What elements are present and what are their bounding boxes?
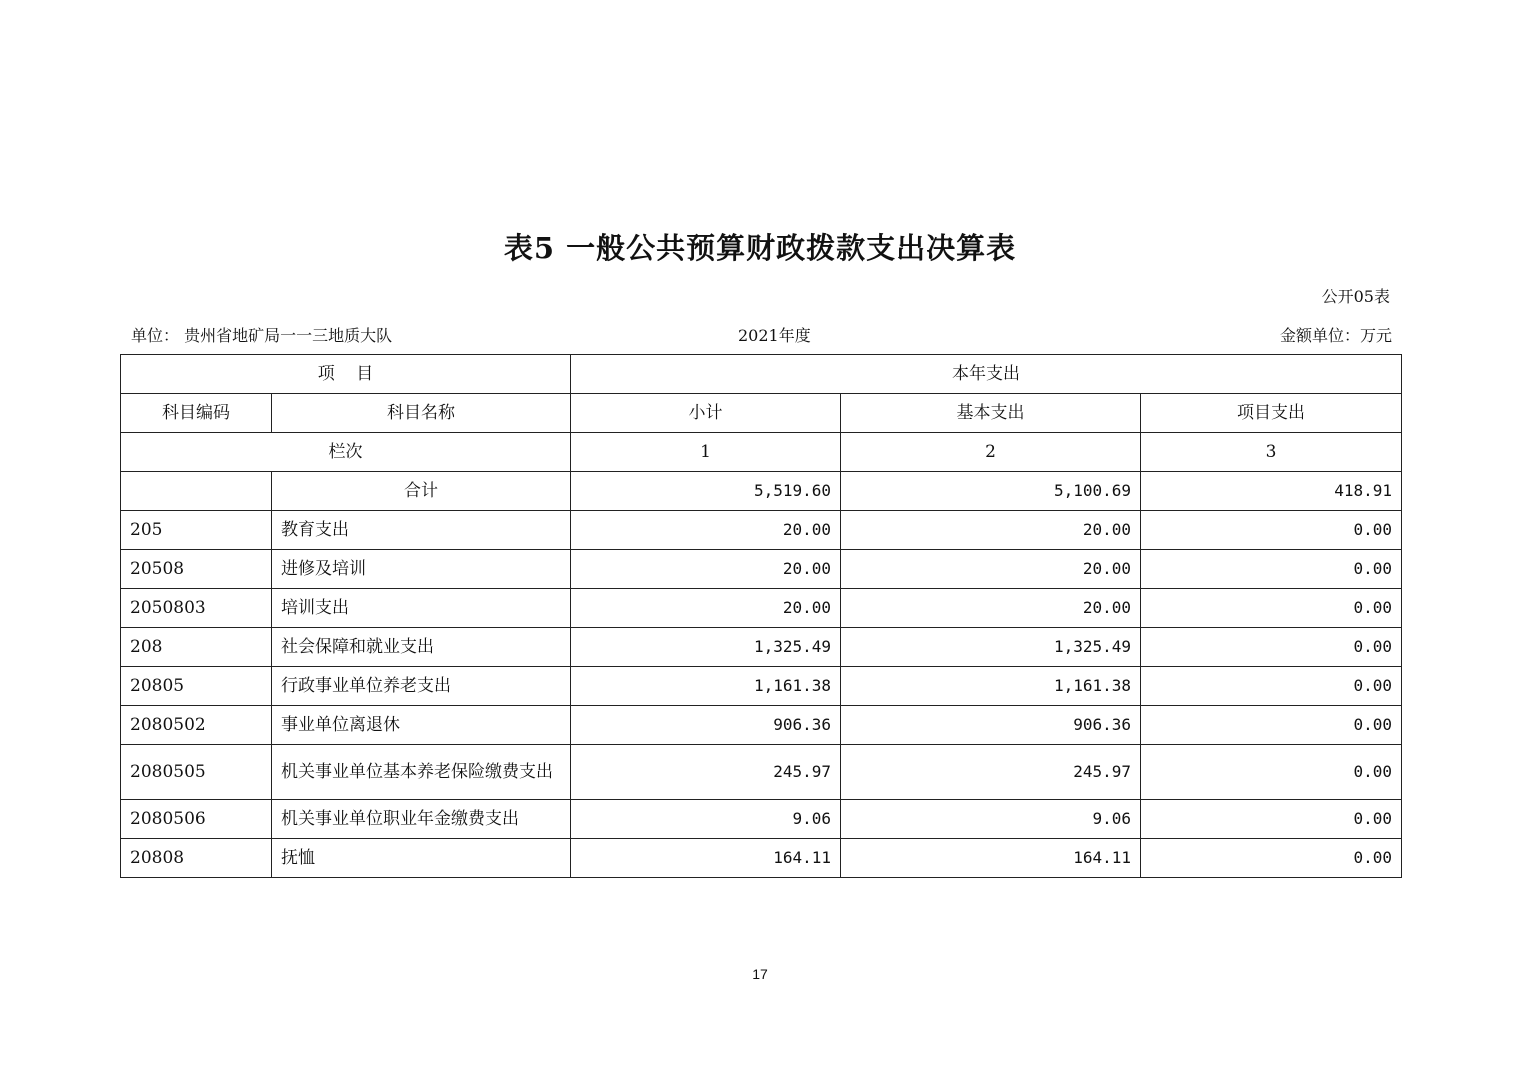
table-row [121, 745, 1402, 800]
header-subtotal: 小计 [571, 394, 841, 433]
header-col-1: 1 [571, 433, 841, 472]
row-item: 0.00 [1141, 839, 1402, 878]
row-basic: 9.06 [841, 800, 1141, 839]
row-item: 0.00 [1141, 589, 1402, 628]
row-name: 进修及培训 [272, 550, 571, 589]
row-name: 社会保障和就业支出 [272, 628, 571, 667]
row-subtotal: 245.97 [571, 745, 841, 800]
header-row-index [121, 433, 1402, 472]
header-column-index: 栏次 [121, 433, 571, 472]
row-basic: 1,161.38 [841, 667, 1141, 706]
reporting-unit: 单位： 贵州省地矿局一一三地质大队 [131, 326, 393, 345]
row-item: 0.00 [1141, 706, 1402, 745]
total-row [121, 472, 1402, 511]
table-row [121, 800, 1402, 839]
row-basic: 20.00 [841, 511, 1141, 550]
total-label: 合计 [272, 472, 571, 511]
row-code: 205 [121, 511, 272, 550]
row-code: 20805 [121, 667, 272, 706]
row-code: 208 [121, 628, 272, 667]
total-code [121, 472, 272, 511]
row-name: 培训支出 [272, 589, 571, 628]
row-subtotal: 20.00 [571, 511, 841, 550]
row-code: 2050803 [121, 589, 272, 628]
total-basic: 5,100.69 [841, 472, 1141, 511]
row-subtotal: 164.11 [571, 839, 841, 878]
row-subtotal: 1,325.49 [571, 628, 841, 667]
row-name: 事业单位离退休 [272, 706, 571, 745]
row-code: 2080506 [121, 800, 272, 839]
row-code: 20808 [121, 839, 272, 878]
row-item: 0.00 [1141, 667, 1402, 706]
row-name: 机关事业单位基本养老保险缴费支出 [272, 745, 571, 800]
row-name: 教育支出 [272, 511, 571, 550]
row-subtotal: 906.36 [571, 706, 841, 745]
row-item: 0.00 [1141, 745, 1402, 800]
table-row [121, 511, 1402, 550]
table-row [121, 667, 1402, 706]
row-subtotal: 9.06 [571, 800, 841, 839]
total-subtotal: 5,519.60 [571, 472, 841, 511]
row-item: 0.00 [1141, 628, 1402, 667]
table-row [121, 550, 1402, 589]
expenditure-table [120, 354, 1402, 878]
table-row [121, 628, 1402, 667]
row-code: 2080502 [121, 706, 272, 745]
row-basic: 1,325.49 [841, 628, 1141, 667]
header-project: 项 目 [121, 355, 571, 394]
page-title: 表5 一般公共预算财政拨款支出决算表 [503, 231, 1017, 265]
row-subtotal: 1,161.38 [571, 667, 841, 706]
row-name: 机关事业单位职业年金缴费支出 [272, 800, 571, 839]
row-basic: 164.11 [841, 839, 1141, 878]
row-name: 抚恤 [272, 839, 571, 878]
row-basic: 20.00 [841, 550, 1141, 589]
row-name: 行政事业单位养老支出 [272, 667, 571, 706]
header-code: 科目编码 [121, 394, 272, 433]
total-item: 418.91 [1141, 472, 1402, 511]
table-row [121, 589, 1402, 628]
header-row-columns [121, 394, 1402, 433]
fiscal-year: 2021年度 [738, 326, 811, 345]
header-name: 科目名称 [272, 394, 571, 433]
header-col-2: 2 [841, 433, 1141, 472]
row-code: 2080505 [121, 745, 272, 800]
table-row [121, 706, 1402, 745]
row-item: 0.00 [1141, 800, 1402, 839]
row-code: 20508 [121, 550, 272, 589]
row-item: 0.00 [1141, 511, 1402, 550]
row-basic: 906.36 [841, 706, 1141, 745]
header-col-3: 3 [1141, 433, 1402, 472]
header-item: 项目支出 [1141, 394, 1402, 433]
row-basic: 245.97 [841, 745, 1141, 800]
header-basic: 基本支出 [841, 394, 1141, 433]
table-row [121, 839, 1402, 878]
money-unit: 金额单位：万元 [1279, 326, 1392, 345]
row-item: 0.00 [1141, 550, 1402, 589]
row-subtotal: 20.00 [571, 589, 841, 628]
row-basic: 20.00 [841, 589, 1141, 628]
header-row-top [121, 355, 1402, 394]
form-number: 公开05表 [1321, 287, 1390, 306]
page-number: 17 [752, 966, 768, 982]
row-subtotal: 20.00 [571, 550, 841, 589]
header-current-year: 本年支出 [571, 355, 1402, 394]
